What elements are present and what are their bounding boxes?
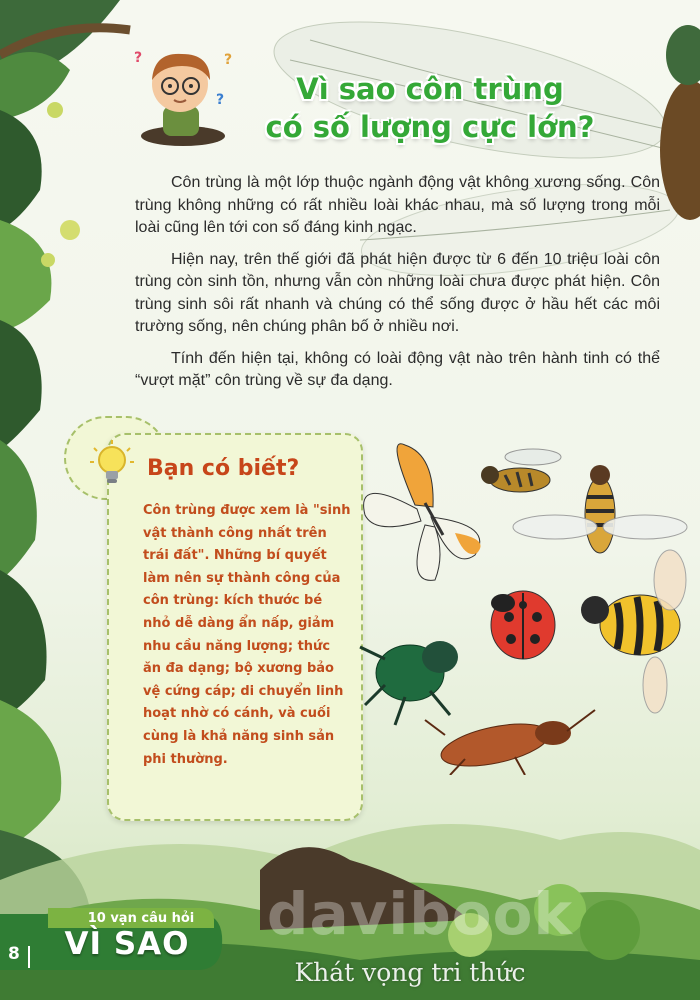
article-body	[135, 172, 660, 402]
boy-thinking-illustration	[128, 40, 248, 150]
paragraph: Côn trùng là một lớp thuộc ngành động vật không xương sống. Côn trùng không những có rất nhiều loài khác nhau, mà số lượng trong mỗi loài cũng lên tới con số đáng kinh ngạc.	[135, 174, 660, 236]
page-number: 8	[8, 944, 20, 964]
svg-text:?: ?	[134, 50, 143, 66]
series-title: VÌ SAO	[64, 926, 190, 962]
ladybug-illustration	[491, 591, 555, 659]
did-you-know-heading: Bạn có biết?	[147, 456, 300, 481]
did-you-know-text: Côn trùng được xem là "sinh vật thành công nhất trên trái đất". Những bí quyết làm nên sự thành công của côn trùng: kích thước bé nhỏ dễ dàng ẩn nấp, giảm nhu cầu năng lượng; thức ăn đa dạng; bộ xương bảo vệ cứng cáp; di chuyển linh hoạt nhờ có cánh, và cuối cùng là khả năng sinh sản phi thường.	[143, 503, 351, 767]
series-subtitle: 10 vạn câu hỏi	[87, 911, 195, 926]
bumblebee-illustration	[581, 550, 686, 713]
paragraph: Tính đến hiện tại, không có loài động vật nào trên hành tinh có thể “vượt mặt” côn trùng về sự đa dạng.	[135, 349, 660, 389]
title-line-2: có số lượng cực lớn?	[265, 110, 595, 144]
page-title	[240, 70, 620, 146]
svg-text:?: ?	[216, 92, 225, 108]
title-line-1: Vì sao côn trùng	[296, 72, 564, 106]
dung-beetle-illustration	[360, 641, 458, 725]
lightbulb-icon	[86, 438, 138, 490]
watermark-tagline: Khát vọng tri thức	[294, 958, 526, 987]
page-divider	[28, 946, 30, 968]
butterfly-illustration	[364, 444, 481, 581]
watermark: davibook	[266, 880, 574, 948]
paragraph: Hiện nay, trên thế giới đã phát hiện được từ 6 đến 10 triệu loài côn trùng còn sinh tồn, nhưng vẫn còn những loài chưa được phát hiện. Côn trùng sinh sôi rất nhanh và chúng có thể sống được ở hầu hết các môi trường sống, nên chúng phân bố ở nhiều nơi.	[135, 250, 660, 335]
svg-text:?: ?	[224, 52, 233, 68]
insects-illustration	[355, 435, 700, 775]
bee-illustration	[481, 449, 561, 492]
